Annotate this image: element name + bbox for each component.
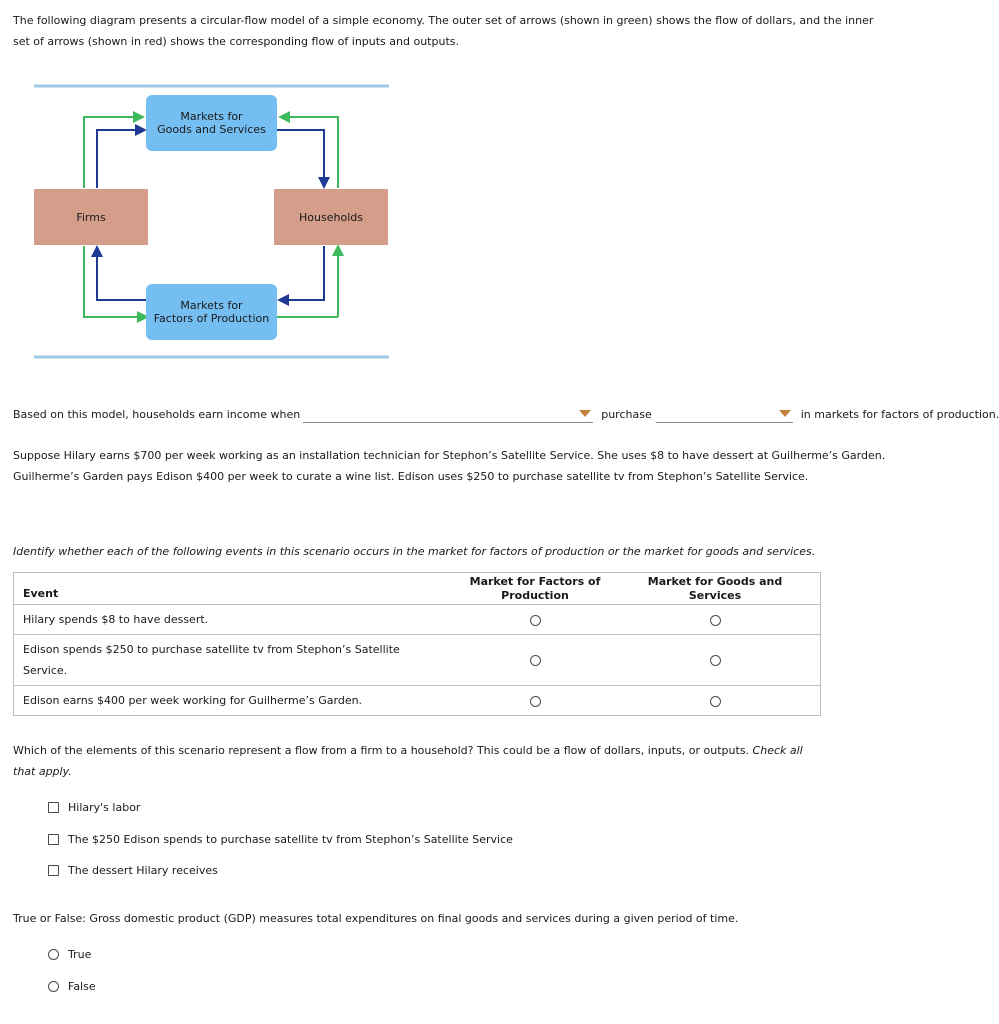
table-row	[14, 686, 821, 716]
intro-text: The following diagram presents a circular-flow model of a simple economy. The outer set of arrows (shown in green) shows the flow of dollars, and the inner set of arrows (shown in red) shows the corresponding flow of inputs and outputs.	[13, 14, 874, 48]
green-arrow-firms-to-goods	[84, 117, 143, 188]
checkbox-hilary-labor[interactable]	[48, 802, 59, 813]
blue-arrow-firms-to-goods	[97, 130, 145, 188]
factors-market-box	[146, 284, 277, 340]
radio-option[interactable]	[48, 948, 91, 961]
col-header-goods-2: Services	[688, 589, 742, 602]
goods-market-label-2: Goods and Services	[157, 123, 266, 136]
checkbox-edison-spending[interactable]	[48, 834, 59, 845]
flow-question-text: Which of the elements of this scenario represent a flow from a firm to a household? This could be a flow of dollars, inputs, or outputs.	[13, 744, 750, 757]
radio-cell	[610, 635, 821, 686]
option-label: The $250 Edison spends to purchase satellite tv from Stephon’s Satellite Service	[68, 833, 513, 846]
goods-services-market-box	[146, 95, 277, 151]
radio-factors-row-3[interactable]	[530, 696, 541, 707]
radio-false[interactable]	[48, 981, 59, 992]
goods-market-label-1: Markets for	[180, 110, 243, 123]
dropdown-income-earner[interactable]	[303, 406, 593, 423]
circular-flow-diagram	[0, 0, 930, 380]
event-text-line-2: Service.	[23, 664, 68, 677]
sentence-part-1: Based on this model, households earn income when	[13, 407, 301, 421]
blue-arrow-goods-to-households	[277, 130, 324, 187]
checkbox-dessert[interactable]	[48, 865, 59, 876]
blue-arrow-factors-to-firms	[97, 247, 147, 300]
flow-question	[13, 740, 818, 782]
radio-goods-row-3[interactable]	[710, 696, 721, 707]
checkbox-option[interactable]	[48, 801, 140, 814]
col-header-factors-1: Market for Factors of	[469, 575, 601, 588]
households-box	[274, 189, 388, 245]
option-label: True	[68, 948, 92, 961]
col-header-goods-1: Market for Goods and	[647, 575, 783, 588]
option-label: The dessert Hilary receives	[68, 864, 218, 877]
radio-cell	[610, 686, 821, 716]
scenario-text: Suppose Hilary earns $700 per week working as an installation technician for Stephon’s Satellite Service. She uses $8 to have dessert at Guilherme’s Garden. Guilherme’s Garden pays Edison $400 per week to curate a wine list. Edison uses $250 to purchase satellite tv from Stephon’s Satellite Service.	[13, 449, 886, 483]
radio-factors-row-1[interactable]	[530, 615, 541, 626]
col-header-goods	[610, 573, 821, 605]
radio-option[interactable]	[48, 980, 96, 993]
radio-factors-row-2[interactable]	[530, 655, 541, 666]
firms-box	[34, 189, 148, 245]
green-arrow-firms-to-factors	[84, 246, 147, 317]
radio-cell	[610, 605, 821, 635]
event-cell	[14, 635, 461, 686]
col-header-factors-2: Production	[501, 589, 569, 602]
event-cell: Edison earns $400 per week working for Guilherme’s Garden.	[14, 686, 461, 716]
option-label: False	[68, 980, 96, 993]
radio-true[interactable]	[48, 949, 59, 960]
checkbox-option[interactable]	[48, 833, 513, 846]
radio-cell	[460, 686, 610, 716]
chevron-down-icon	[779, 410, 791, 417]
tf-question-text: True or False: Gross domestic product (GDP) measures total expenditures on final goods and services during a given period of time.	[13, 912, 739, 925]
identify-prompt: Identify whether each of the following events in this scenario occurs in the market for factors of production or the market for goods and services.	[13, 545, 816, 558]
sentence-part-3: in markets for factors of production.	[800, 407, 999, 421]
event-market-table	[13, 572, 821, 716]
event-cell: Hilary spends $8 to have dessert.	[14, 605, 461, 635]
table-row	[14, 605, 821, 635]
factors-market-label-1: Markets for	[180, 299, 243, 312]
col-header-event: Event	[23, 587, 59, 600]
table-header-row	[14, 573, 821, 605]
firms-label: Firms	[76, 210, 106, 224]
green-arrow-households-to-goods	[280, 117, 338, 188]
sentence-part-2: purchase	[601, 407, 652, 421]
chevron-down-icon	[579, 410, 591, 417]
radio-cell	[460, 635, 610, 686]
blue-arrow-households-to-factors	[279, 246, 324, 300]
factors-market-label-2: Factors of Production	[153, 312, 270, 325]
radio-cell	[460, 605, 610, 635]
col-header-factors	[460, 573, 610, 605]
event-text-line-1: Edison spends $250 to purchase satellite tv from Stephon’s Satellite	[23, 643, 400, 656]
option-label: Hilary's labor	[68, 801, 141, 814]
flow-question-instruction: Check all that apply.	[13, 744, 803, 778]
radio-goods-row-1[interactable]	[710, 615, 721, 626]
table-row	[14, 635, 821, 686]
households-label: Households	[299, 210, 363, 224]
checkbox-option[interactable]	[48, 864, 218, 877]
radio-goods-row-2[interactable]	[710, 655, 721, 666]
fill-in-sentence	[13, 405, 999, 423]
dropdown-purchased-item[interactable]	[656, 406, 793, 423]
